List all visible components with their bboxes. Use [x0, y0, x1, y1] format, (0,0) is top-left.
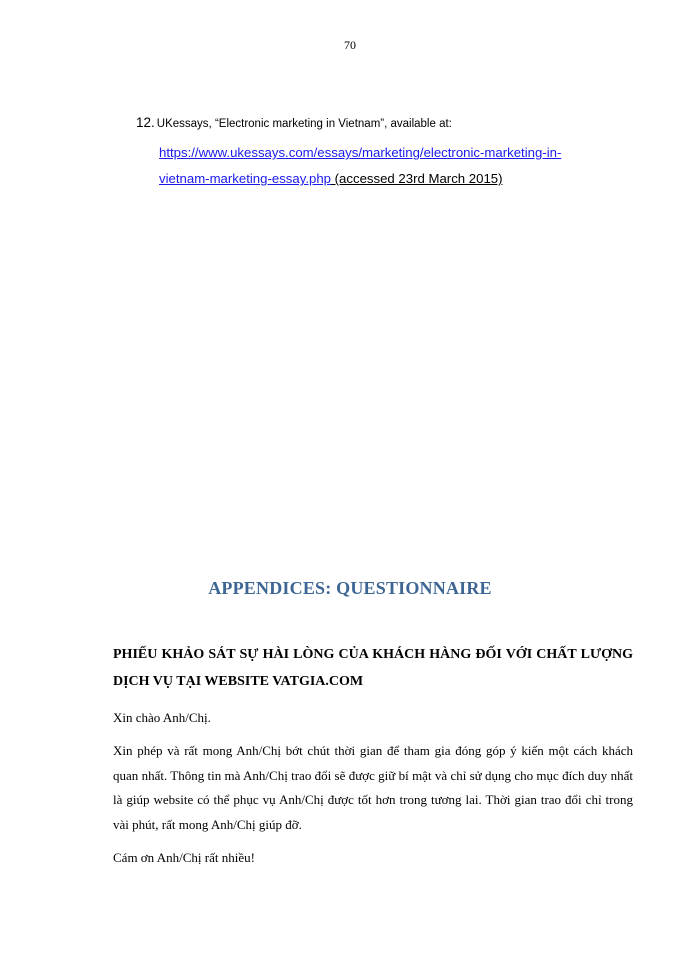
reference-url-line2[interactable]: vietnam-marketing-essay.php: [159, 171, 331, 186]
reference-number: 12.: [136, 115, 155, 130]
appendix-heading: APPENDICES: QUESTIONNAIRE: [208, 578, 492, 598]
reference-item: [136, 113, 636, 192]
survey-intro-paragraph: Xin phép và rất mong Anh/Chị bớt chút thời gian để tham gia đóng góp ý kiến một cách khách quan nhất. Thông tin mà Anh/Chị trao đổi sẽ được giữ bí mật và chỉ sử dụng cho mục đích duy nhất là giúp website có thể phục vụ Anh/Chị được tốt hơn trong tương lai. Thời gian trao đổi chỉ trong vài phút, rất mong Anh/Chị giúp đỡ.: [113, 743, 633, 832]
reference-text: UKessays, “Electronic marketing in Vietnam”, available at:: [156, 118, 452, 130]
reference-url-line1[interactable]: https://www.ukessays.com/essays/marketing/electronic-marketing-in-: [159, 145, 562, 160]
reference-link-block: [159, 140, 636, 192]
page-number: 70: [344, 38, 356, 52]
reference-accessed-date: (accessed 23rd March 2015): [331, 171, 503, 186]
reference-citation: [136, 113, 636, 134]
survey-greeting: Xin chào Anh/Chị.: [113, 710, 211, 725]
survey-thanks: Cám ơn Anh/Chị rất nhiều!: [113, 850, 255, 865]
survey-title: PHIẾU KHẢO SÁT SỰ HÀI LÒNG CỦA KHÁCH HÀNG ĐỐI VỚI CHẤT LƯỢNG DỊCH VỤ TẠI WEBSITE VATGIA.COM: [113, 647, 633, 689]
